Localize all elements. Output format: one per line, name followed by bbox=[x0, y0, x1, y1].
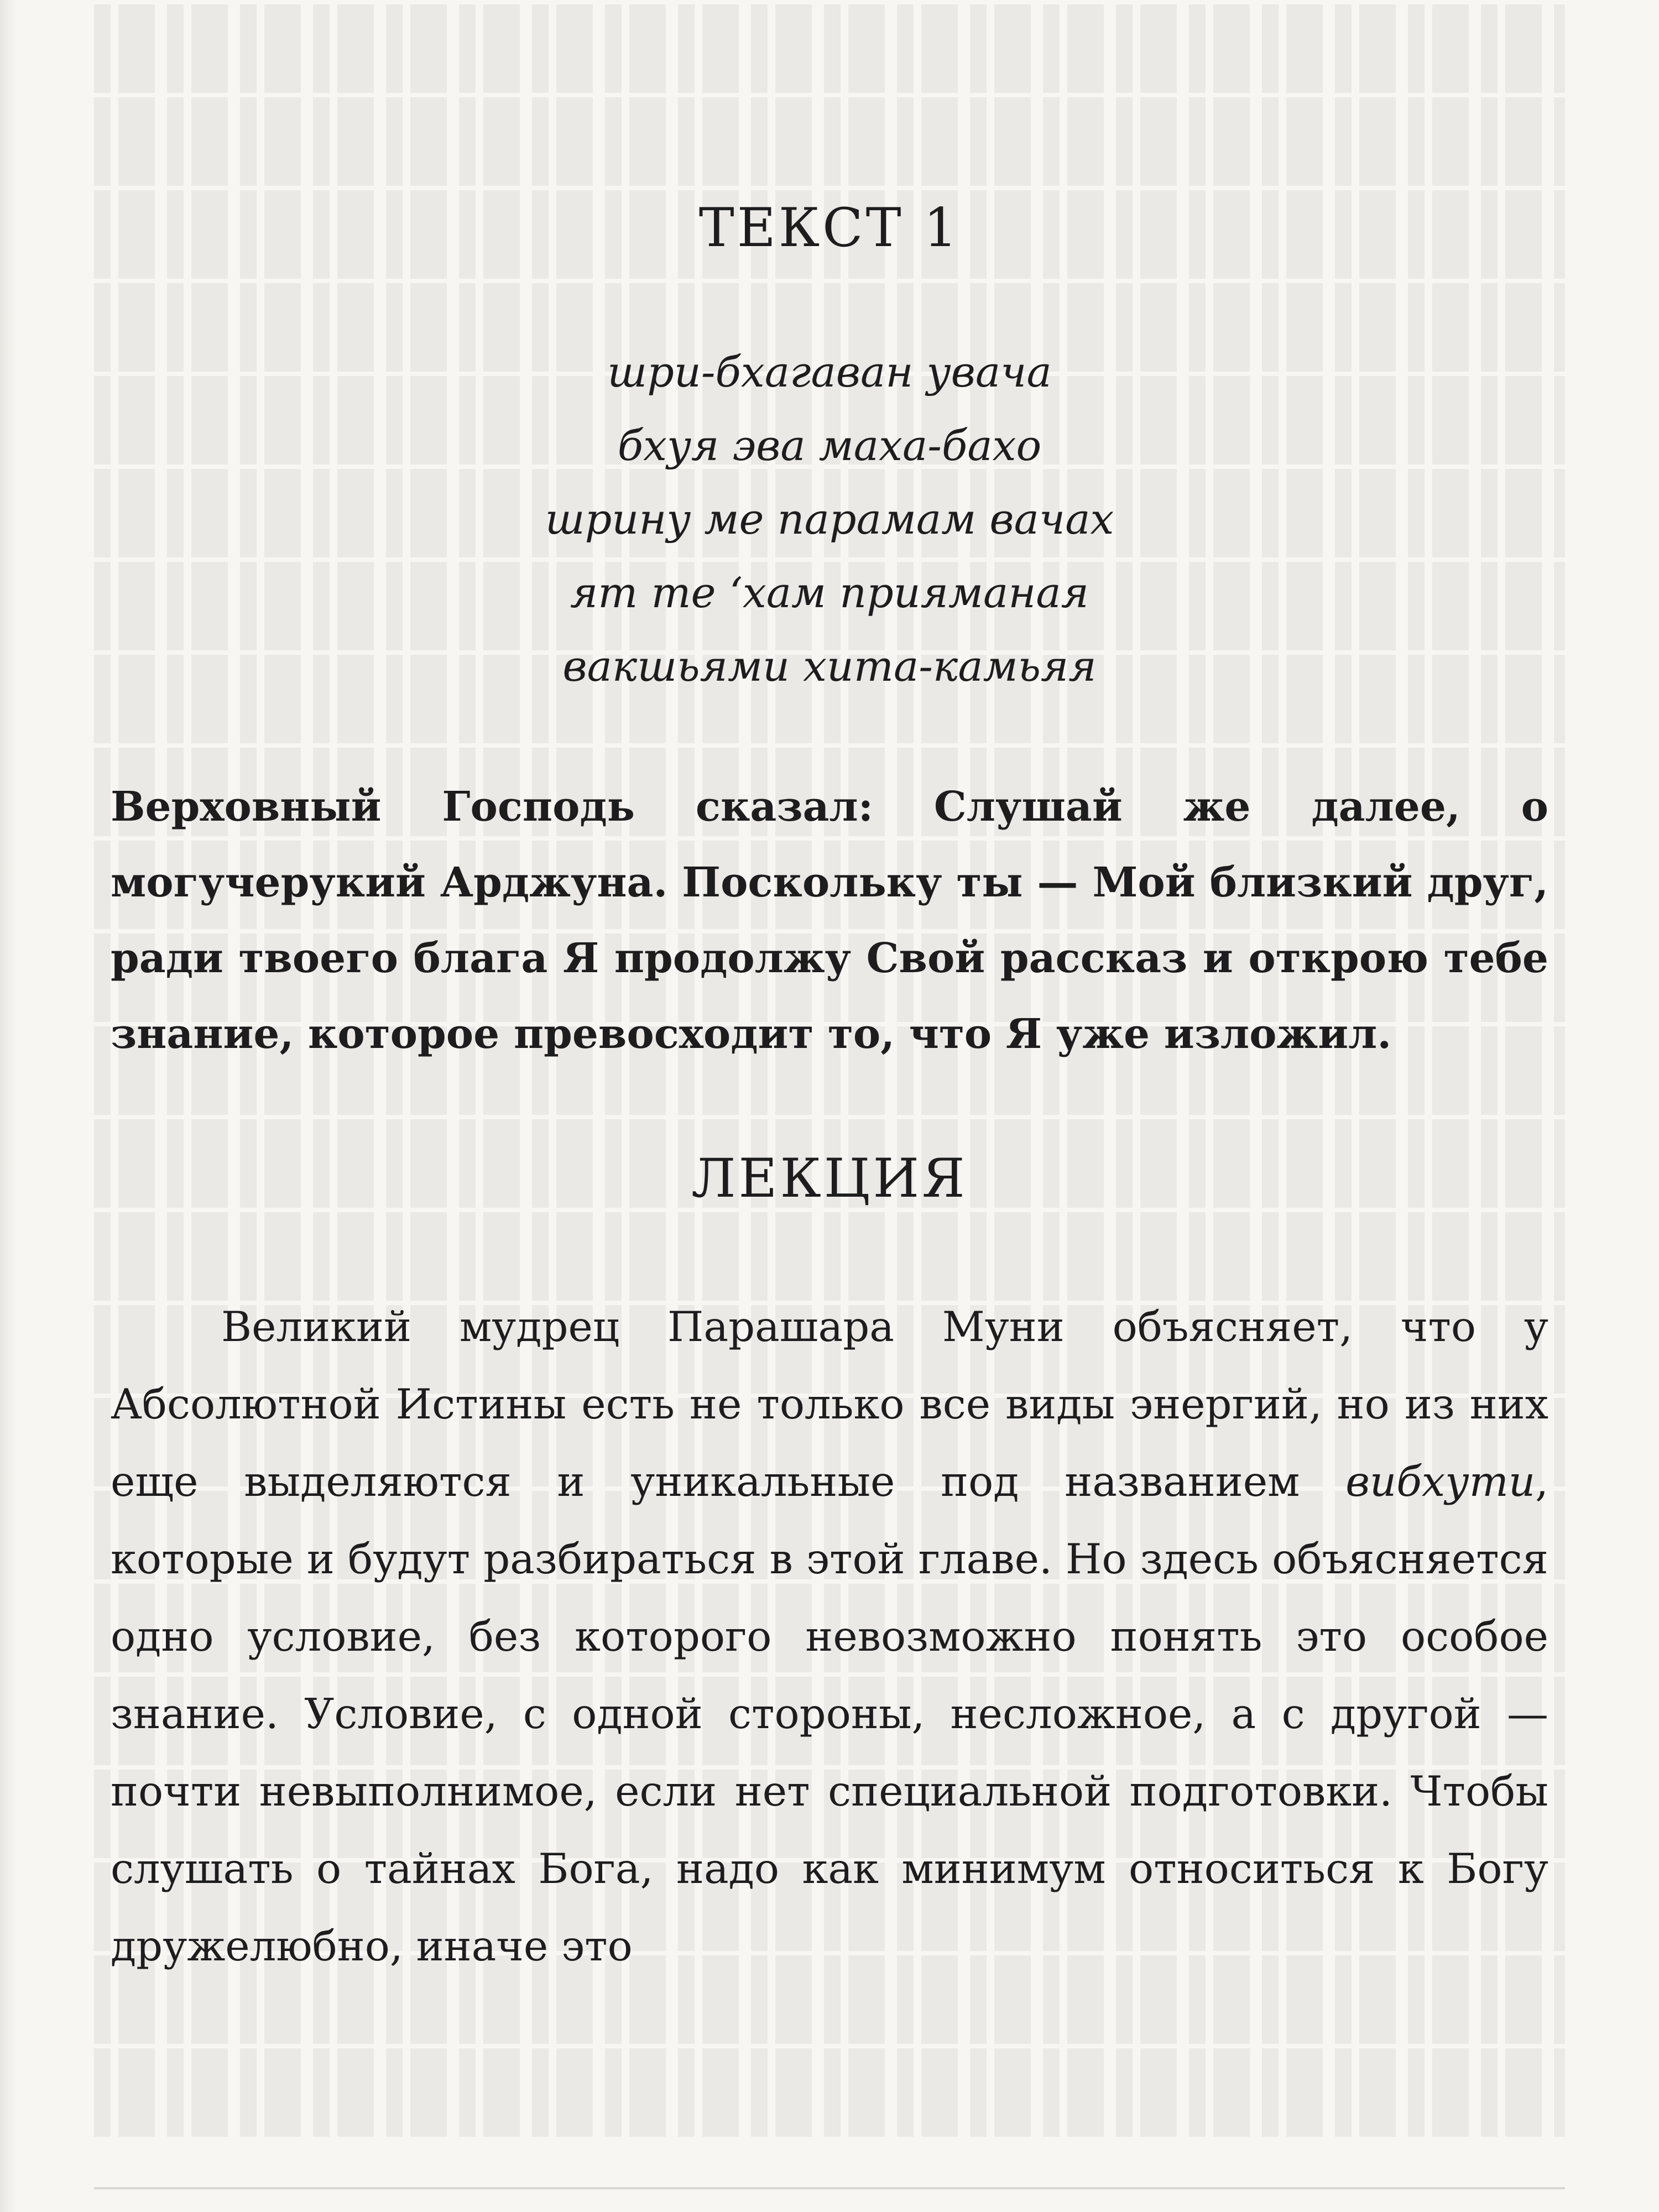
page-content bbox=[111, 199, 1548, 2026]
verse-line: шри-бхагаван увача bbox=[607, 347, 1052, 397]
lecture-text-part2: , которые и будут разбираться в этой главе. Но здесь объясняется одно условие, без которого невозможно понять это особое знание. Условие, с одной стороны, несложное, а с другой — почти невыполнимое, если нет специальной подготовки. Чтобы слушать о тайнах Бога, надо как минимум относиться к Богу дружелюбно, иначе это bbox=[111, 1457, 1548, 1971]
verse-translation: Верховный Господь сказал: Слушай же далее, о могучерукий Арджуна. Поскольку ты — Мой близкий друг, ради твоего блага Я продолжу Свой рассказ и открою тебе знание, которое превосходит то, что Я уже изложил. bbox=[111, 782, 1548, 1058]
lecture-heading: ЛЕКЦИЯ bbox=[691, 1147, 968, 1209]
verse-line: шрину ме парамам вачах bbox=[545, 494, 1114, 544]
verse-line: бхуя эва маха-бахо bbox=[617, 420, 1042, 470]
verse-line: ят те ‘хам прияманая bbox=[570, 567, 1089, 617]
sanskrit-verse bbox=[111, 335, 1548, 703]
lecture-term-vibhuti: вибхути bbox=[1345, 1457, 1536, 1506]
verse-line: вакшьями хита-камьяя bbox=[562, 641, 1097, 691]
page-bottom-edge bbox=[94, 2187, 1565, 2189]
lecture-text-part1: Великий мудрец Парашара Муни объясняет, что у Абсолютной Истины есть не только все виды энергий, но из них еще выделяются и уникальные под названием bbox=[111, 1302, 1548, 1506]
lecture-paragraph bbox=[111, 1288, 1548, 1985]
text-heading: ТЕКСТ 1 bbox=[698, 197, 961, 259]
page-edge-shadow bbox=[0, 0, 17, 2212]
